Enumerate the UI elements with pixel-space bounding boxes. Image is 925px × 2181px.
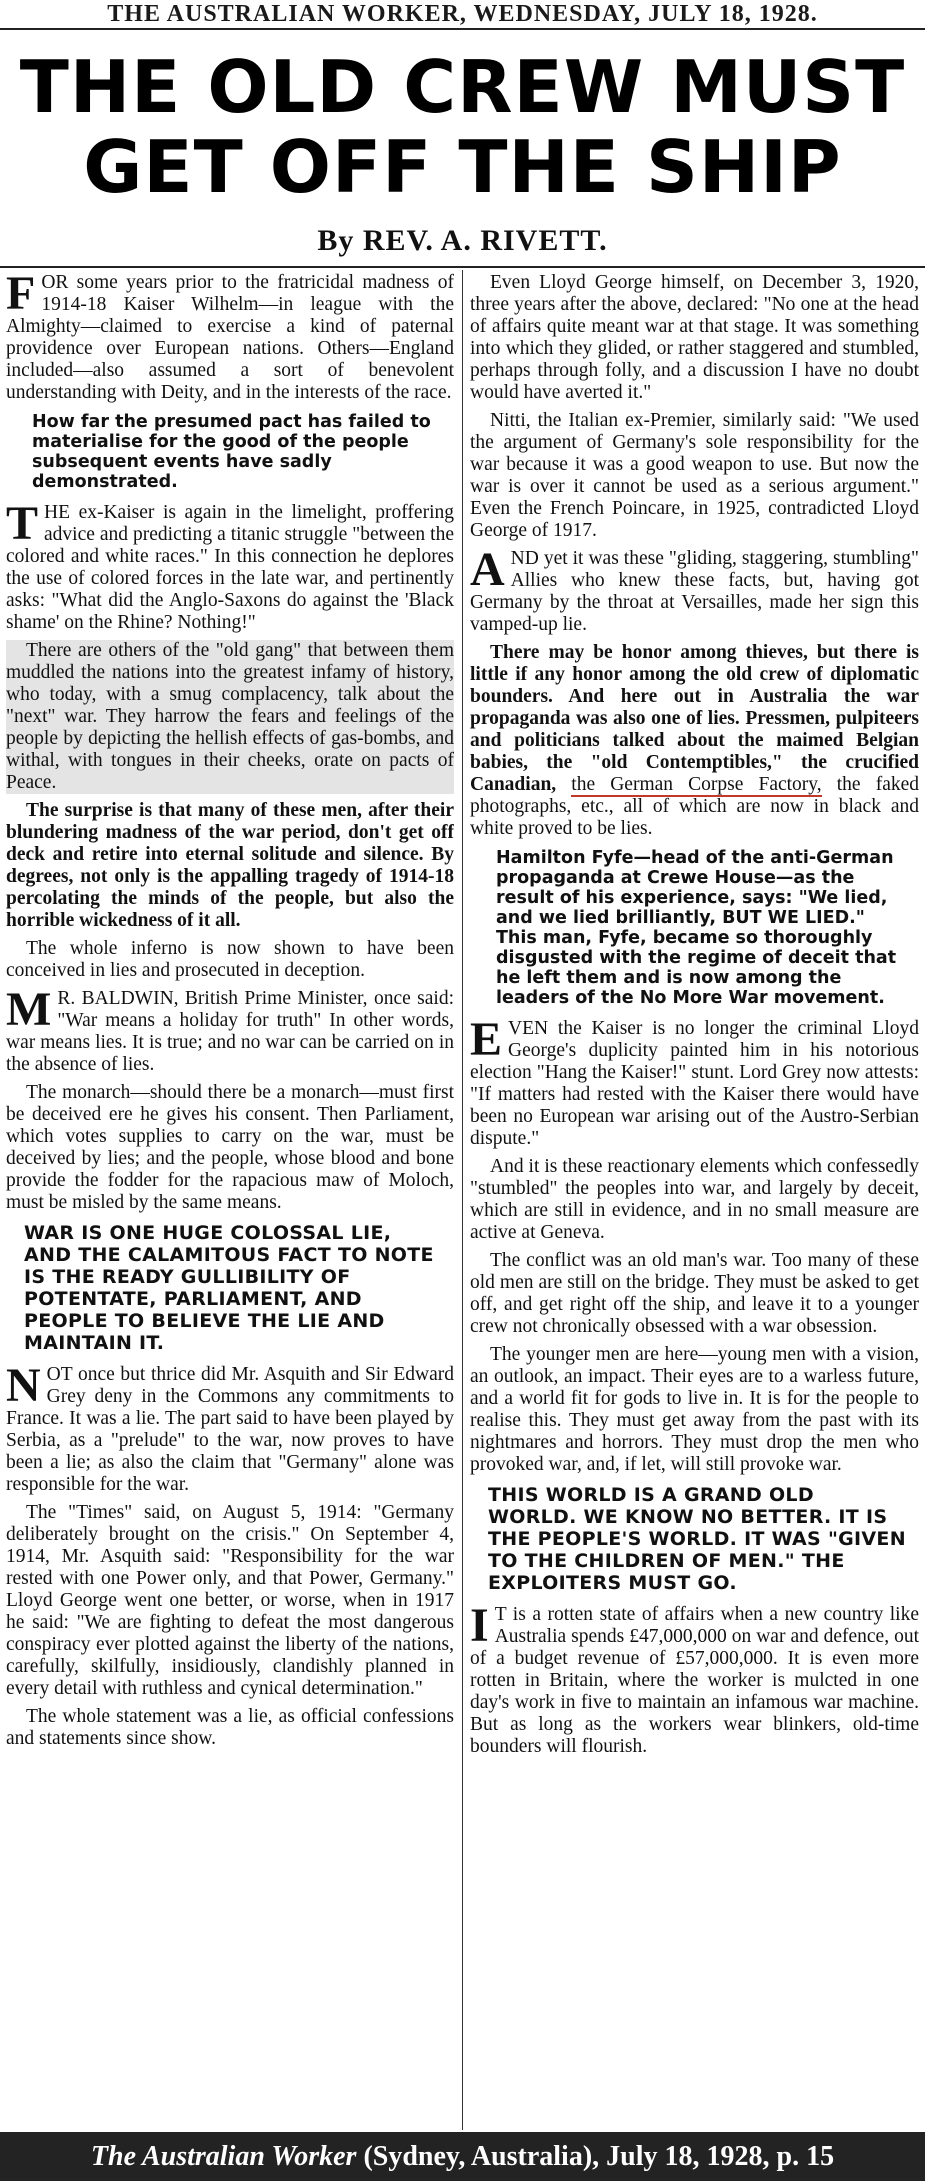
citation-text: (Sydney, Australia), July 18, 1928, p. 15 [356, 2141, 835, 2172]
paragraph-text: ND yet it was these "gliding, staggering, stumbling" Allies who knew these facts, but, having got Germany by the throat at Versailles, made her sign this vamped-up lie. [470, 548, 919, 635]
drop-cap: A [470, 543, 505, 596]
paragraph-text: OR some years prior to the fratricidal madness of 1914-18 Kaiser Wilhelm—in league with the Almighty—claimed to exercise a kind of paternal providence over European nations. Others—England included—also assumed a sort of benevolent understanding with Deity, and in the interests of the race. [6, 272, 454, 403]
paragraph: The "Times" said, on August 5, 1914: "Germany deliberately brought on the crisis." On September 4, 1914, Mr. Asquith said: "Responsibility for the war rested with one Power only, and that Power, Germany." Lloyd George went one better, or worse, when in 1917 he said: "We are fighting to defeat the most dangerous conspiracy ever plotted against the liberty of the nations, carefully, skilfully, insidiously, clandishly planned in every detail with ruthless and cynical determination." [6, 1502, 454, 1699]
paragraph: The whole statement was a lie, as official confessions and statements since show. [6, 1706, 454, 1749]
drop-cap: E [470, 1013, 503, 1066]
paragraph: There are others of the "old gang" that between them muddled the nations into the greatest infamy of history, who today, with a smug complacency, talk about the "next" war. They harrow the fears and feelings of the people by depicting the hellish effects of gas-bombs, and withal, with tongues in their cheeks, orate on pacts of Peace. [6, 640, 454, 793]
masthead: THE AUSTRALIAN WORKER, WEDNESDAY, JULY 18, 1928. [107, 1, 818, 27]
headline-line-1: THE OLD CREW MUST [19, 45, 906, 129]
paragraph: Even Lloyd George himself, on December 3, 1920, three years after the above, declared: "No one at the head of affairs quite meant war at that stage. It was something into which they glided, or rather staggered and stumbled, perhaps through folly, and a discussion I have no doubt would have averted it." [470, 272, 919, 403]
masthead-rule [0, 28, 925, 30]
paragraph: Nitti, the Italian ex-Premier, similarly said: "We used the argument of Germany's sole responsibility for the war because it was a good weapon to use. But now the war is over it cannot be used as a serious argument." Even the French Poincare, in 1925, contradicted Lloyd George of 1917. [470, 410, 919, 541]
paragraph-text: HE ex-Kaiser is again in the limelight, proffering advice and predicting a titanic struggle "between the colored and white races." In this connection he deplores the use of colored forces in the late war, and pertinently asks: "What did the Anglo-Saxons do against the 'Black shame' on the Rhine? Nothing!" [6, 502, 454, 633]
paragraph [470, 642, 919, 840]
headline-line-2: GET OFF THE SHIP [83, 125, 842, 209]
column-divider [462, 270, 463, 2130]
drop-cap: T [6, 497, 39, 550]
paragraph-text: R. BALDWIN, British Prime Minister, once said: "War means a holiday for truth" In other words, war means lies. It is true; and no war can be carried on in the absence of lies. [6, 988, 454, 1075]
drop-cap: M [6, 983, 52, 1036]
paragraph [6, 1359, 454, 1496]
paragraph [470, 1599, 919, 1758]
pull-quote-caps: THIS WORLD IS A GRAND OLD WORLD. WE KNOW NO BETTER. IT IS THE PEOPLE'S WORLD. IT WAS "GIVEN TO THE CHILDREN OF MEN." THE EXPLOITERS MUST GO. [488, 1484, 906, 1594]
paragraph: And it is these reactionary elements which confessedly "stumbled" the peoples into war, and largely by deceit, which are still in evidence, and in no small measure are active at Geneva. [470, 1156, 919, 1243]
paragraph-text: T is a rotten state of affairs when a new country like Australia spends £47,000,000 on war and defence, out of a budget revenue of £57,000,000. It is even more rotten in Britain, where the worker is mulcted in one day's work in five to maintain an infamous war machine. But as long as the workers wear blinkers, old-time bounders will flourish. [470, 1604, 919, 1757]
pull-quote: Hamilton Fyfe—head of the anti-German propaganda at Crewe House—as the result of his experience, says: "We lied, and we lied brilliantly, BUT WE LIED." This man, Fyfe, became so thoroughly disgusted with the regime of deceit that he left them and is now among the leaders of the No More War movement. [496, 848, 897, 1008]
paragraph: The conflict was an old man's war. Too many of these old men are still on the bridge. They must be asked to get off, and get right off the ship, and leave it to a younger crew not chronically obsessed with a war obsession. [470, 1250, 919, 1337]
paragraph [470, 1013, 919, 1150]
underlined-phrase: the German Corpse Factory, [571, 774, 822, 795]
left-column [6, 272, 454, 2124]
drop-cap: N [6, 1359, 41, 1412]
paragraph-text: the faked photographs, etc., all of which are now in black and white proved to be lies. [470, 774, 919, 839]
pull-quote: How far the presumed pact has failed to materialise for the good of the people subsequent events have sadly demonstrated. [32, 412, 431, 492]
paragraph-text: OT once but thrice did Mr. Asquith and Sir Edward Grey deny in the Commons any commitments to France. It was a lie. The part said to have been played by Serbia, as a "prelude" to the war, now proves to have been a lie; as also the claim that "Germany" alone was responsible for the war. [6, 1364, 454, 1495]
paragraph [470, 543, 919, 636]
paragraph: The younger men are here—young men with a vision, an outlook, an impact. Their eyes are to a warless future, and a world fit for gods to live in. It is for the people to realise this. They must get away from the past with its nightmares and horrors. They must drop the men who provoked war, and, if let, will still provoke war. [470, 1344, 919, 1475]
byline: By REV. A. RIVETT. [317, 224, 608, 257]
paragraph-bold: The surprise is that many of these men, after their blundering madness of the war period, don't get off deck and retire into eternal solitude and silence. By degrees, not only is the appalling tragedy of 1914-18 percolating the minds of the people, but also the horrible wickedness of it all. [6, 800, 454, 931]
drop-cap: I [470, 1599, 489, 1652]
paragraph-text: There may be honor among thieves, but there is little if any honor among the old crew of diplomatic bounders. And here out in Australia the war propaganda was also one of lies. Pressmen, pulpiteers and politicians talked about the maimed Belgian babies, the "old Contemptibles," the crucified Canadian, [470, 642, 919, 795]
paper-name: The Australian Worker [90, 2141, 357, 2172]
paragraph [6, 497, 454, 634]
paragraph-text: VEN the Kaiser is no longer the criminal Lloyd George's duplicity painted him in his notorious election "Hang the Kaiser!" stunt. Lord Grey now attests: "If matters had rested with the Kaiser there would have been no European war arising out of the Austro-Serbian dispute." [470, 1018, 919, 1149]
citation-footer [0, 2132, 925, 2181]
paragraph: The monarch—should there be a monarch—must first be deceived ere he gives his consent. Then Parliament, which votes supplies to carry on the war, must be deceived by lies; and the people, whose blood and bone provide the fodder for the rapacious maw of Moloch, must be misled by the same means. [6, 1082, 454, 1213]
paragraph [6, 272, 454, 404]
header-rule [0, 266, 925, 268]
drop-cap: F [6, 272, 36, 320]
right-column [470, 272, 919, 2124]
paragraph [6, 983, 454, 1076]
paragraph: The whole inferno is now shown to have been conceived in lies and prosecuted in deception. [6, 938, 454, 981]
pull-quote-caps: WAR IS ONE HUGE COLOSSAL LIE, AND THE CALAMITOUS FACT TO NOTE IS THE READY GULLIBILITY OF POTENTATE, PARLIAMENT, AND PEOPLE TO BELIEVE THE LIE AND MAINTAIN IT. [24, 1222, 434, 1354]
